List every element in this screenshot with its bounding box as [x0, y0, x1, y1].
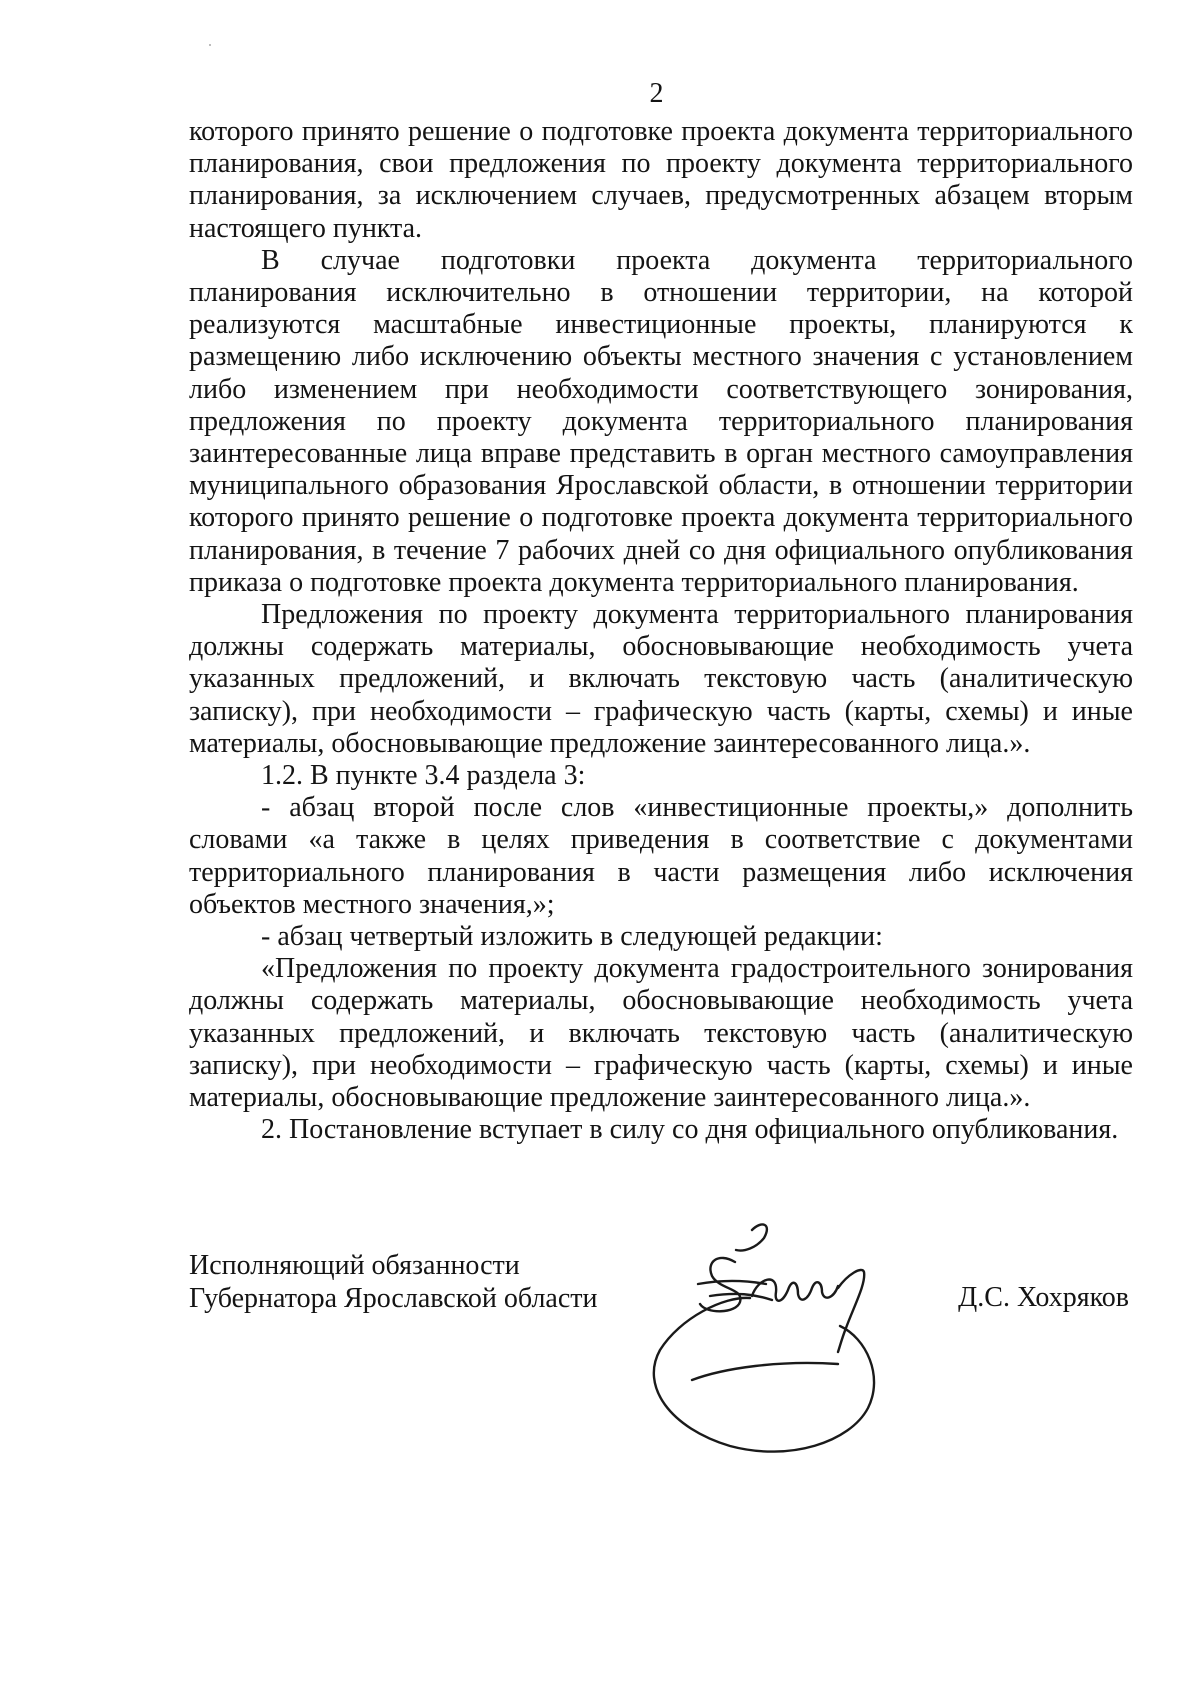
paragraph-continuation: которого принято решение о подготовке проекта документа территориального планирования, свои предложения по проекту документа территориального планирования, за исключением случаев, предусмотренных абзацем вторым настоящего пункта.: [189, 116, 1133, 244]
handwritten-signature-icon: [640, 1200, 940, 1460]
paragraph-proposal-requirements: Предложения по проекту документа территориального планирования должны содержать материалы, обосновывающие необходимость учета указанных предложений, и включать текстовую часть (аналитическую записку), при необходимости – графическую часть (карты, схемы) и иные материалы, обосновывающие предложение заинтересованного лица.».: [189, 599, 1133, 759]
signer-title-line-2: Губернатора Ярославской области: [189, 1283, 598, 1314]
signer-title-line-1: Исполняющий обязанности: [189, 1250, 520, 1281]
paragraph-entry-into-force: 2. Постановление вступает в силу со дня официального опубликования.: [261, 1114, 1119, 1146]
signer-name: Д.С. Хохряков: [958, 1282, 1129, 1313]
paragraph-amend-second: - абзац второй после слов «инвестиционные проекты,» дополнить словами «а также в целях приведения в соответствие с документами территориального планирования в части размещения либо исключения объектов местного значения,»;: [189, 792, 1133, 920]
paragraph-new-wording: «Предложения по проекту документа градостроительного зонирования должны содержать материалы, обосновывающие необходимость учета указанных предложений, и включать текстовую часть (аналитическую записку), при необходимости – графическую часть (карты, схемы) и иные материалы, обосновывающие предложение заинтересованного лица.».: [189, 953, 1133, 1114]
document-body: [189, 116, 1133, 1147]
signer-title: [189, 1249, 598, 1315]
paragraph-amend-fourth: - абзац четвертый изложить в следующей редакции:: [261, 921, 883, 953]
paragraph-special-case: В случае подготовки проекта документа территориального планирования исключительно в отношении территории, на которой реализуются масштабные инвестиционные проекты, планируются к размещению либо исключению объекты местного значения с установлением либо изменением при необходимости соответствующего зонирования, предложения по проекту документа территориального планирования заинтересованные лица вправе представить в орган местного самоуправления муниципального образования Ярославской области, в отношении территории которого принято решение о подготовке проекта документа территориального планирования, в течение 7 рабочих дней со дня официального опубликования приказа о подготовке проекта документа территориального планирования.: [189, 244, 1133, 598]
page-number: 2: [649, 78, 664, 109]
scan-speck: [209, 44, 211, 46]
paragraph-item-1-2: 1.2. В пункте 3.4 раздела 3:: [261, 760, 586, 792]
